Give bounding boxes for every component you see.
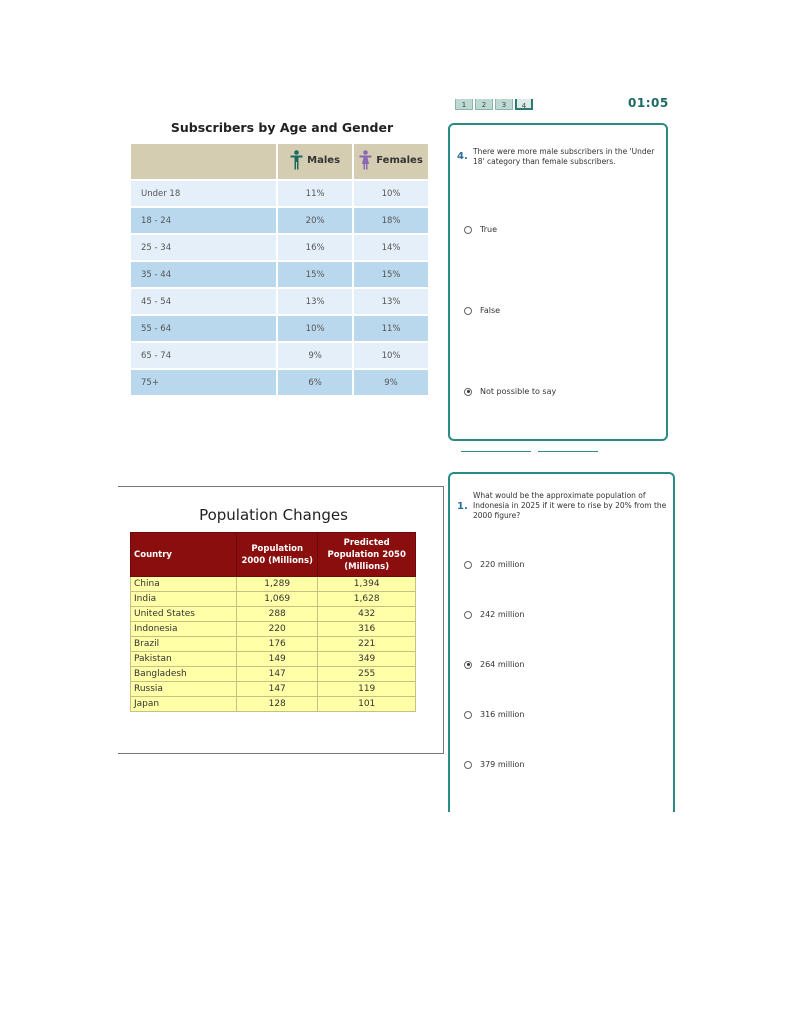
answer-option-242[interactable] bbox=[464, 610, 524, 619]
divider bbox=[538, 451, 598, 452]
country-cell: United States bbox=[131, 607, 237, 622]
table-row bbox=[131, 208, 428, 233]
age-cell: Under 18 bbox=[131, 181, 276, 206]
table-header-males bbox=[278, 144, 352, 179]
table-row bbox=[131, 289, 428, 314]
answer-option-not-possible[interactable] bbox=[464, 387, 556, 396]
pop2050-cell: 432 bbox=[318, 607, 416, 622]
males-cell: 11% bbox=[278, 181, 352, 206]
table-row bbox=[131, 316, 428, 341]
males-cell: 13% bbox=[278, 289, 352, 314]
question-text: What would be the approximate population of Indonesia in 2025 if it were to rise by 20% from the 2000 figure? bbox=[473, 491, 667, 520]
pop2000-cell: 149 bbox=[237, 652, 318, 667]
radio-button[interactable] bbox=[464, 561, 472, 569]
header-population-2000: Population 2000 (Millions) bbox=[237, 533, 318, 577]
option-label: 379 million bbox=[480, 760, 525, 769]
country-cell: China bbox=[131, 577, 237, 592]
pop2000-cell: 147 bbox=[237, 667, 318, 682]
country-cell: Brazil bbox=[131, 637, 237, 652]
pop2000-cell: 1,289 bbox=[237, 577, 318, 592]
table-row bbox=[131, 637, 416, 652]
header-country: Country bbox=[131, 533, 237, 577]
pop2050-cell: 349 bbox=[318, 652, 416, 667]
age-cell: 35 - 44 bbox=[131, 262, 276, 287]
question-number: 1. bbox=[457, 501, 468, 512]
table-row bbox=[131, 652, 416, 667]
answer-option-379[interactable] bbox=[464, 760, 524, 769]
pop2000-cell: 147 bbox=[237, 682, 318, 697]
population-table bbox=[130, 532, 416, 712]
males-label: Males bbox=[307, 154, 341, 166]
age-cell: 75+ bbox=[131, 370, 276, 395]
pop2050-cell: 1,628 bbox=[318, 592, 416, 607]
table-row bbox=[131, 622, 416, 637]
females-cell: 10% bbox=[354, 343, 428, 368]
table-row bbox=[131, 262, 428, 287]
nav-tab-2[interactable]: 2 bbox=[475, 99, 493, 110]
females-cell: 13% bbox=[354, 289, 428, 314]
country-cell: Russia bbox=[131, 682, 237, 697]
radio-button-selected[interactable] bbox=[464, 388, 472, 396]
table-header-females bbox=[354, 144, 428, 179]
males-cell: 6% bbox=[278, 370, 352, 395]
country-cell: Indonesia bbox=[131, 622, 237, 637]
nav-tab-3[interactable]: 3 bbox=[495, 99, 513, 110]
females-cell: 10% bbox=[354, 181, 428, 206]
males-cell: 10% bbox=[278, 316, 352, 341]
option-label: 220 million bbox=[480, 560, 525, 569]
option-label: Not possible to say bbox=[480, 387, 557, 396]
males-cell: 16% bbox=[278, 235, 352, 260]
population-table-title: Population Changes bbox=[199, 506, 348, 524]
country-cell: Bangladesh bbox=[131, 667, 237, 682]
radio-button-selected[interactable] bbox=[464, 661, 472, 669]
table-row bbox=[131, 235, 428, 260]
table-row bbox=[131, 181, 428, 206]
table-header-blank bbox=[131, 144, 276, 179]
option-label: True bbox=[480, 225, 497, 234]
table-row bbox=[131, 667, 416, 682]
age-cell: 25 - 34 bbox=[131, 235, 276, 260]
pop2050-cell: 119 bbox=[318, 682, 416, 697]
radio-button[interactable] bbox=[464, 711, 472, 719]
pop2000-cell: 220 bbox=[237, 622, 318, 637]
pop2050-cell: 101 bbox=[318, 697, 416, 712]
question-nav bbox=[455, 99, 533, 111]
females-cell: 11% bbox=[354, 316, 428, 341]
option-label: 316 million bbox=[480, 710, 525, 719]
males-cell: 20% bbox=[278, 208, 352, 233]
pop2000-cell: 128 bbox=[237, 697, 318, 712]
female-icon bbox=[359, 150, 372, 170]
pop2000-cell: 176 bbox=[237, 637, 318, 652]
pop2050-cell: 255 bbox=[318, 667, 416, 682]
country-cell: Japan bbox=[131, 697, 237, 712]
males-cell: 9% bbox=[278, 343, 352, 368]
females-cell: 9% bbox=[354, 370, 428, 395]
females-cell: 15% bbox=[354, 262, 428, 287]
answer-option-220[interactable] bbox=[464, 560, 524, 569]
age-cell: 55 - 64 bbox=[131, 316, 276, 341]
subscribers-table-title: Subscribers by Age and Gender bbox=[170, 120, 394, 135]
females-cell: 14% bbox=[354, 235, 428, 260]
age-cell: 45 - 54 bbox=[131, 289, 276, 314]
divider bbox=[461, 451, 531, 452]
pop2050-cell: 316 bbox=[318, 622, 416, 637]
table-row bbox=[131, 577, 416, 592]
option-label: False bbox=[480, 306, 501, 315]
option-label: 264 million bbox=[480, 660, 525, 669]
age-cell: 65 - 74 bbox=[131, 343, 276, 368]
females-cell: 18% bbox=[354, 208, 428, 233]
pop2050-cell: 1,394 bbox=[318, 577, 416, 592]
radio-button[interactable] bbox=[464, 611, 472, 619]
table-row bbox=[131, 343, 428, 368]
table-row bbox=[131, 607, 416, 622]
females-label: Females bbox=[376, 154, 423, 166]
answer-option-264[interactable] bbox=[464, 660, 524, 669]
age-cell: 18 - 24 bbox=[131, 208, 276, 233]
radio-button[interactable] bbox=[464, 226, 472, 234]
subscribers-table bbox=[131, 144, 432, 395]
nav-tab-1[interactable]: 1 bbox=[455, 99, 473, 110]
answer-option-316[interactable] bbox=[464, 710, 524, 719]
table-row bbox=[131, 592, 416, 607]
question-panel-1 bbox=[448, 472, 675, 812]
table-row bbox=[131, 697, 416, 712]
answer-option-false[interactable] bbox=[464, 306, 500, 315]
radio-button[interactable] bbox=[464, 307, 472, 315]
answer-option-true[interactable] bbox=[464, 225, 497, 234]
option-label: 242 million bbox=[480, 610, 525, 619]
male-icon bbox=[290, 150, 303, 170]
question-number: 4. bbox=[457, 151, 468, 162]
header-population-2050: Predicted Population 2050 (Millions) bbox=[318, 533, 416, 577]
table-row bbox=[131, 682, 416, 697]
pop2000-cell: 1,069 bbox=[237, 592, 318, 607]
question-text: There were more male subscribers in the 'Under 18' category than female subscribers. bbox=[473, 147, 655, 166]
country-cell: Pakistan bbox=[131, 652, 237, 667]
timer: 01:05 bbox=[628, 96, 669, 110]
table-row bbox=[131, 370, 428, 395]
country-cell: India bbox=[131, 592, 237, 607]
pop2050-cell: 221 bbox=[318, 637, 416, 652]
nav-tab-4[interactable]: 4 bbox=[515, 99, 533, 110]
radio-button[interactable] bbox=[464, 761, 472, 769]
pop2000-cell: 288 bbox=[237, 607, 318, 622]
males-cell: 15% bbox=[278, 262, 352, 287]
question-panel-4 bbox=[448, 123, 668, 441]
